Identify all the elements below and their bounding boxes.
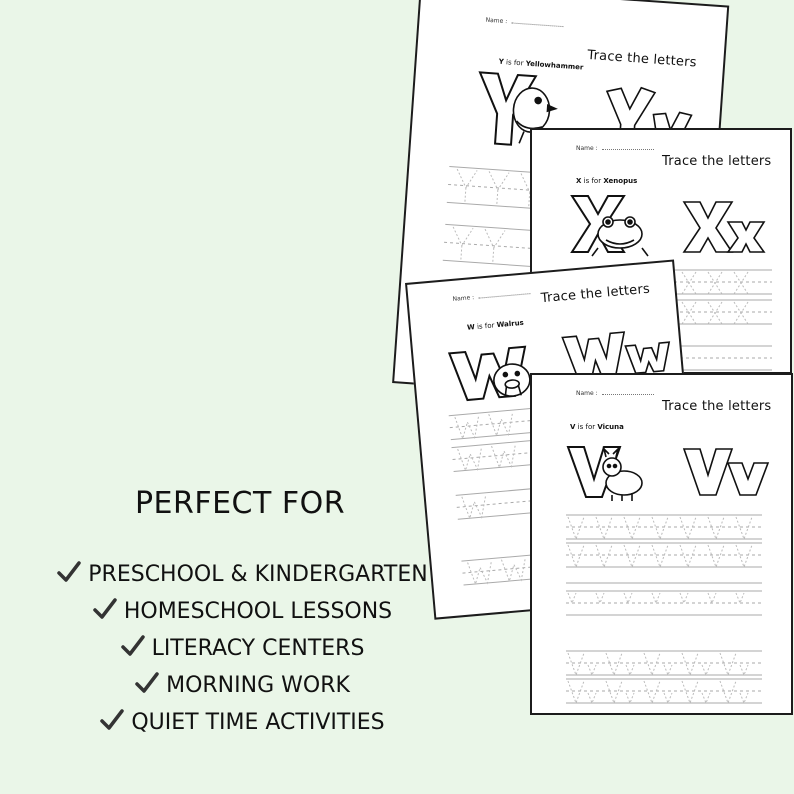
list-item-label: LITERACY CENTERS [151,636,365,661]
worksheet-caption: V is for Vicuna [570,423,624,431]
list-item-label: HOMESCHOOL LESSONS [123,599,393,624]
worksheet-v [530,373,793,715]
checkmark-icon [134,671,160,695]
checkmark-icon [99,708,125,732]
list-item [0,667,484,704]
list-item-label: QUIET TIME ACTIVITIES [131,710,385,735]
list-item [0,630,484,667]
name-label: Name : [576,390,598,397]
worksheet-title: Trace the letters [540,281,651,307]
worksheet-caption: W is for Walrus [466,318,525,332]
name-label: Name : [452,294,475,303]
worksheet-v-artwork [532,375,793,715]
dotted-letters-ww [562,328,671,379]
name-label: Name : [485,16,508,26]
headline: PERFECT FOR [134,486,346,521]
list-item-label: MORNING WORK [166,673,350,698]
list-item [0,556,484,593]
tracing-rows [566,515,762,703]
list-item-label: PRESCHOOL & KINDERGARTEN [88,562,428,587]
checkmark-icon [120,634,146,658]
checkmark-icon [92,597,118,621]
worksheet-caption: Y is for Yellowhammer [498,57,584,72]
worksheet-title: Trace the letters [662,154,772,169]
traced-x-row [682,272,748,324]
dotted-letters-xx [684,202,764,252]
name-label: Name : [576,145,598,152]
worksheet-title: Trace the letters [586,47,698,71]
list-item [0,593,484,630]
dotted-letters-vv [684,449,768,495]
list-item [0,704,484,741]
worksheet-title: Trace the letters [662,399,772,414]
checkmark-icon [56,560,82,584]
uses-list [0,556,484,741]
worksheet-caption: X is for Xenopus [576,177,638,185]
